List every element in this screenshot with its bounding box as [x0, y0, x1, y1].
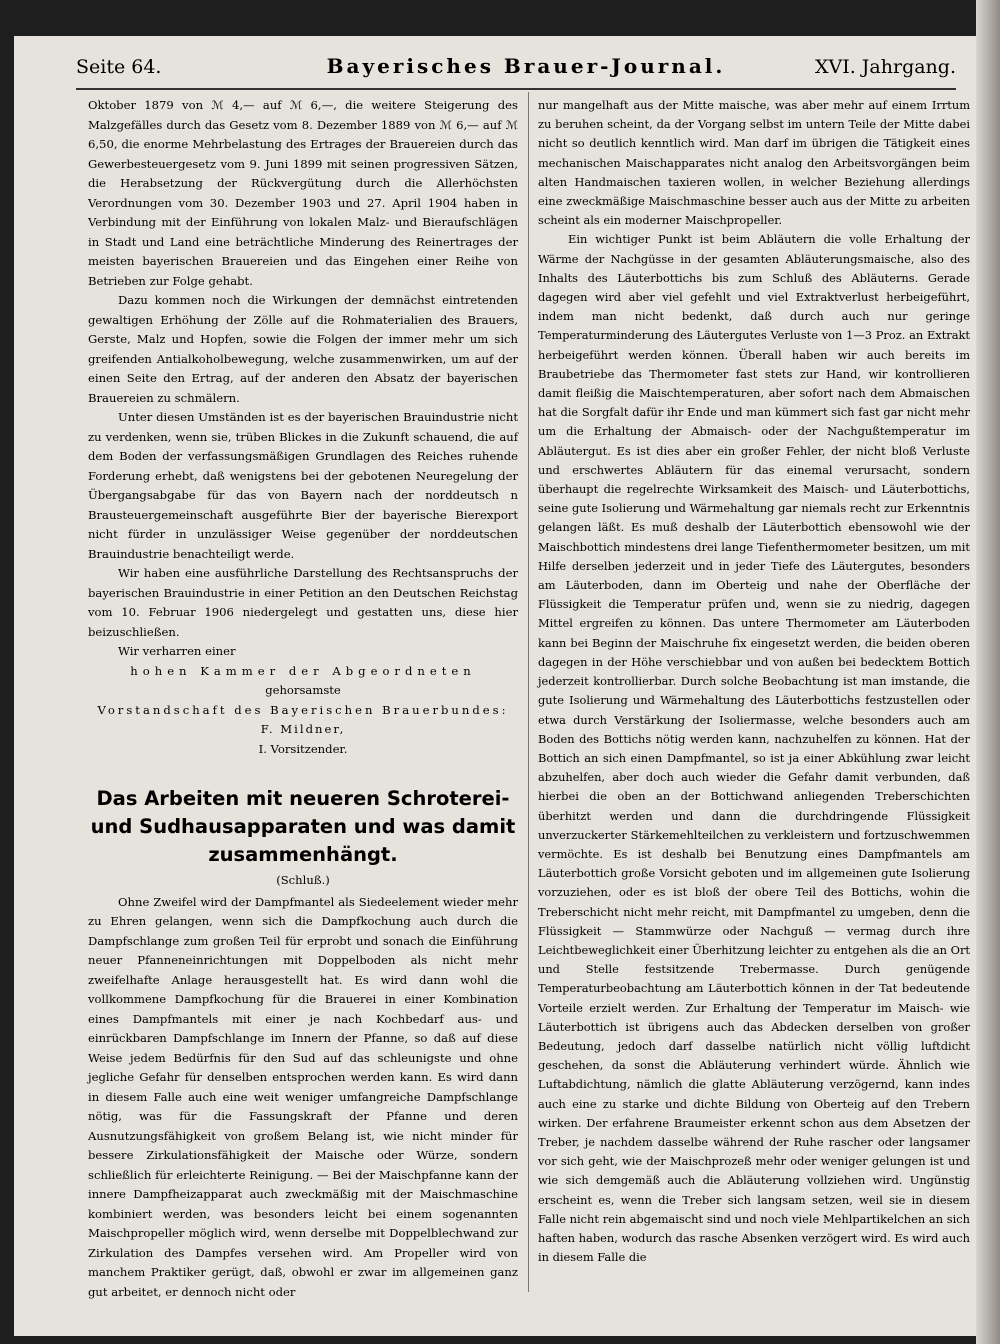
article-subtitle: (Schluß.) [276, 873, 330, 887]
journal-title: Bayerisches Brauer-Journal. [326, 54, 726, 78]
column-divider [528, 92, 529, 1292]
paragraph: Unter diesen Umständen ist es der bayerischen Brauindustrie nicht zu verdenken, wenn sie, trüben Blickes in die Zukunft schauend, die auf dem Boden der verfassungsmäßigen Grundlagen des Reiches ruhende Forderung erhebt, daß wenigstens bei der gebotenen Neuregelung der Übergangsabgabe für das von Bayern nach der norddeutsch n Brausteuergemeinschaft ausgeführte Bier der bayerische Bierexport nicht fürder in unzulässiger Weise gegenüber der norddeutschen Brauindustrie benachteiligt werde. [88, 410, 518, 561]
header-rule [76, 88, 956, 90]
paragraph: Wir haben eine ausführliche Darstellung des Rechtsanspruchs der bayerischen Brauindustrie in einer Petition an den Deutschen Reichstag vom 10. Februar 1906 niedergelegt und gestatten uns, diese hier beizuschließen. [88, 566, 518, 639]
signer-name: F. Mildner, [260, 722, 346, 736]
closing-line: gehorsamste [265, 683, 341, 697]
spacer [88, 759, 518, 785]
paragraph: nur mangelhaft aus der Mitte maische, was aber mehr auf einem Irrtum zu beruhen scheint, da der Vorgang selbst im untern Teile der Mitte dabei nicht so deutlich kenntlich wird. Man darf im übrigen die Tätigkeit eines mechanischen Maischapparates nicht analog den Arbeitsvorgängen beim alten Handmaischen taxieren wollen, in welcher Beziehung allerdings eine zweckmäßige Maischmaschine besser auch aus der Mitte zu arbeiten scheint als ein moderner Maischpropeller. [538, 98, 970, 228]
article-title: Das Arbeiten mit neueren Schroterei- und Sudhausapparaten und was damit zusammenhängt. [90, 787, 516, 866]
paragraph: Ein wichtiger Punkt ist beim Abläutern die volle Erhaltung der Wärme der Nachgüsse in der gesamten Abläuterungsmaische, also des Inhalts des Läuterbottichs bis zum Schluß des Abläuterns. Gerade dagegen wird aber viel gefehlt und viel Extraktverlust herbeigeführt, indem man nicht bedenkt, daß durch auch nur geringe Temperaturminderung des Läutergutes Verluste von 1—3 Proz. an Extrakt herbeigeführt werden können. Überall haben wir auch bereits im Braubetriebe das Thermometer fast stets zur Hand, wir kontrollieren damit fleißig die Maischtemperaturen, aber sofort nach dem Abmaischen hat die Sorgfalt dafür ihr Ende und man kümmert sich fast gar nicht mehr um die Erhaltung der Abmaisch- oder der Nachgußtemperatur im Abläutergut. Es ist dies aber ein großer Fehler, der nicht bloß Verluste und erschwertes Abläutern für das einemal verursacht, sondern überhaupt die regelrechte Wirksamkeit des Maisch- und Läuterbottichs, seine gute Isolierung und Wärmehaltung gar niemals recht zur Erkenntnis gelangen läßt. Es muß deshalb der Läuterbottich ebensowohl wie der Maischbottich mindestens drei lange Tiefenthermometer besitzen, um mit Hilfe derselben jederzeit und in jeder Tiefe des Läutergutes, besonders am Läuterboden, dann im Oberteig und nahe der Oberfläche der Flüssigkeit die Temperatur prüfen und, wenn sie zu niedrig, dagegen Mittel ergreifen zu können. Das untere Thermometer am Läuterboden kann bei Beginn der Maischruhe fix eingesetzt werden, die beiden oberen dagegen in der Höhe verschiebbar und von außen bei bedecktem Bottich jederzeit kontrollierbar. Durch solche Beobachtung ist man imstande, die gute Isolierung und Wärmehaltung des Läuterbottichs festzustellen oder etwa durch Verstärkung der Isoliermasse, welche besonders auch am Boden des Bottichs nötig werden kann, nachzuhelfen zu können. Hat der Bottich an sich einen Dampfmantel, so ist ja einer Abkühlung zwar leicht abzuhelfen, aber doch auch wieder die Gefahr damit verbunden, daß hierbei die oben an der Bottichwand anliegenden Treberschichten überhitzt werden und dann die durchdringende Flüssigkeit unverzuckerter Stärkemehlteilchen zu verkleistern und fortzuschwemmen vermöchte. Es ist deshalb bei Benutzung eines Dampfmantels am Läuterbottich große Vorsicht geboten und im allgemeinen gute Isolierung vorzuziehen, oder es ist bloß der obere Teil des Bottichs, wohin die Treberschicht nicht mehr reicht, mit Dampfmantel zu umgeben, denn die Flüssigkeit — Stammwürze oder Nachguß — vermag durch ihre Leichtbeweglichkeit einer Überhitzung leichter zu entgehen als die an Ort und Stelle festsitzende Trebermasse. Durch genügende Temperaturbeobachtung am Läuterbottich können in der Tat bedeutende Vorteile erzielt werden. Zur Erhaltung der Temperatur im Maisch- wie Läuterbottich ist übrigens auch das Abdecken derselben von großer Bedeutung, jedoch darf dasselbe natürlich nicht völlig luftdicht geschehen, da sonst die Abläuterung verhindert würde. Ähnlich wie Luftabdichtung, nämlich die glatte Abläuterung verzögernd, kann indes auch eine zu starke und dichte Bildung von Oberteig auf den Trebern wirken. Der erfahrene Braumeister erkennt schon aus dem Absetzen der Treber, je nachdem dasselbe während der Ruhe rascher oder langsamer vor sich geht, wie der Maischprozeß mehr oder weniger gelungen ist und wie sich demgemäß auch die Abläuterung vollziehen wird. Ungünstig erscheint es, wenn die Treber sich langsam setzen, weil sie in diesem Falle nicht rein abgemaischt sind und noch viele Mehlpartikelchen an sich haften haben, wodurch das rasche Absenken verzögert wird. Es wird auch in diesem Falle die [538, 232, 970, 1265]
page-number: Seite 64. [76, 56, 162, 78]
paragraph: Wir verharren einer [118, 644, 236, 658]
paragraph: Ohne Zweifel wird der Dampfmantel als Siedeelement wieder mehr zu Ehren gelangen, wenn sich die Dampfkochung auch durch die Dampfschlange zum großen Teil für erprobt und sonach die Einführung neuer Pfanneneinrichtungen mit Doppelboden als nicht mehr zweifelhafte Anlage herausgestellt hat. Es wird dann wohl die vollkommene Dampfkochung für die Brauerei in einer Kombination eines Dampfmantels mit einer je nach Kochbedarf aus- und einrückbaren Dampfschlange im Innern der Pfanne, so daß auf diese Weise jedem Bedürfnis für den Sud auf das schleunigste und ohne jegliche Gefahr für denselben entsprochen werden kann. Es wird dann in diesem Falle auch eine weit weniger umfangreiche Dampfschlange nötig, was für die Fassungskraft der Pfanne und deren Ausnutzungsfähigkeit von großem Belang ist, wie nicht minder für bessere Zirkulationsfähigkeit der Maische oder Würze, sondern schließlich für erleichterte Reinigung. — Bei der Maischpfanne kann der innere Dampfheizapparat auch zweckmäßig mit der Maischmaschine kombiniert werden, was besonders leicht bei einem sogenannten Maischpropeller möglich wird, wenn derselbe mit Doppelblechwand zur Zirkulation des Dampfes versehen wird. Am Propeller wird von manchem Praktiker gerügt, daß, obwohl er zwar im allgemeinen ganz gut arbeitet, er dennoch nicht oder [88, 894, 518, 1299]
left-column [88, 96, 518, 1302]
paragraph: Dazu kommen noch die Wirkungen der demnächst eintretenden gewaltigen Erhöhung der Zölle auf die Rohmaterialien des Brauers, Gerste, Malz und Hopfen, sowie die Folgen der immer mehr um sich greifenden Antialkoholbewegung, welche zusammenwirken, um auf der einen Seite den Ertrag, auf der anderen den Absatz der bayerischen Brauereien zu schmälern. [88, 293, 518, 405]
closing-line: hohen Kammer der Abgeordneten [130, 663, 476, 678]
paragraph: Oktober 1879 von ℳ 4,— auf ℳ 6,—, die weitere Steigerung des Malzgefälles durch das Gesetz vom 8. Dezember 1889 von ℳ 6,— auf ℳ 6,50, die enorme Mehrbelastung des Ertrages der Brauereien durch das Gewerbesteuergesetz vom 9. Juni 1899 mit seinen progressiven Sätzen, die Herabsetzung der Rückvergütung durch die Allerhöchsten Verordnungen vom 30. Dezember 1903 und 27. April 1904 haben in Verbindung mit der Einführung von lokalen Malz- und Bieraufschlägen in Stadt und Land eine beträchtliche Minderung des Reinertrages der meisten bayerischen Brauereien und das Eingehen einer Reihe von Betrieben zur Folge gehabt. [88, 98, 518, 288]
closing-line: Vorstandschaft des Bayerischen Brauerbundes: [97, 702, 509, 717]
volume-label: XVI. Jahrgang. [814, 56, 956, 78]
right-column [538, 96, 970, 1267]
page-header [76, 54, 956, 84]
signer-role: I. Vorsitzender. [258, 741, 348, 756]
page-edge [976, 0, 1000, 1344]
